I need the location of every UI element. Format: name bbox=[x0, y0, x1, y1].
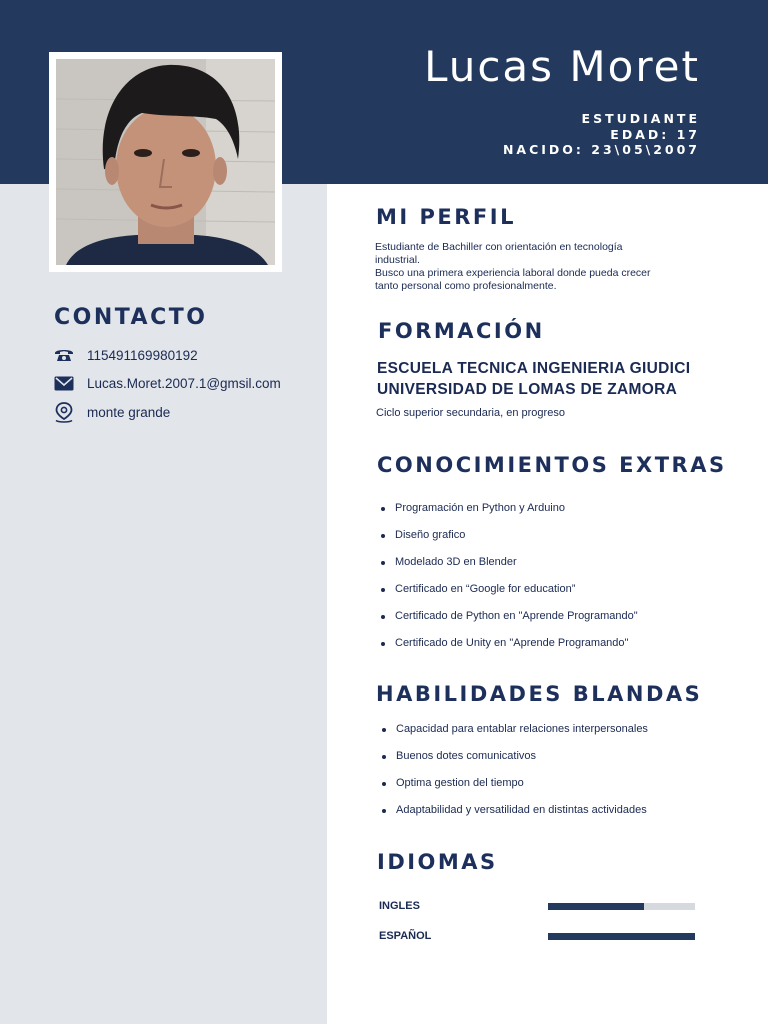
language-level-fill bbox=[548, 903, 644, 910]
language-level-bar bbox=[548, 933, 695, 940]
profile-line: tanto personal como profesionalmente. bbox=[375, 280, 557, 292]
list-item: Optima gestion del tiempo bbox=[396, 777, 648, 804]
extra-knowledge-list bbox=[395, 502, 638, 664]
list-item: Capacidad para entablar relaciones interpersonales bbox=[396, 723, 648, 750]
portrait-image bbox=[56, 59, 275, 265]
education-status: Ciclo superior secundaria, en progreso bbox=[376, 407, 565, 419]
profile-heading: MI PERFIL bbox=[376, 205, 516, 229]
list-item: Diseño grafico bbox=[395, 529, 638, 556]
birthdate-text: NACIDO: 23\05\2007 bbox=[502, 142, 700, 157]
header-details bbox=[503, 111, 700, 158]
profile-description bbox=[375, 241, 695, 293]
person-name: Lucas Moret bbox=[424, 42, 700, 91]
language-row-espanol bbox=[379, 929, 699, 945]
contact-email bbox=[53, 370, 323, 399]
phone-icon bbox=[53, 345, 74, 366]
profile-line: industrial. bbox=[375, 254, 420, 266]
language-row-ingles bbox=[379, 899, 699, 915]
contact-phone bbox=[53, 341, 323, 370]
soft-skills-heading: HABILIDADES BLANDAS bbox=[376, 682, 703, 706]
soft-skills-list bbox=[396, 723, 648, 831]
language-level-bar bbox=[548, 903, 695, 910]
extra-knowledge-heading: CONOCIMIENTOS EXTRAS bbox=[377, 453, 727, 477]
list-item: Certificado de Python en "Aprende Programando" bbox=[395, 610, 638, 637]
contact-list bbox=[53, 341, 323, 427]
list-item: Adaptabilidad y versatilidad en distintas actividades bbox=[396, 804, 648, 831]
role-text: ESTUDIANTE bbox=[581, 111, 700, 126]
university-name: UNIVERSIDAD DE LOMAS DE ZAMORA bbox=[377, 381, 678, 398]
list-item: Modelado 3D en Blender bbox=[395, 556, 638, 583]
age-text: EDAD: 17 bbox=[610, 126, 700, 142]
profile-line: Busco una primera experiencia laboral donde pueda crecer bbox=[375, 267, 651, 279]
email-address: Lucas.Moret.2007.1@gmsil.com bbox=[87, 376, 281, 392]
profile-photo bbox=[49, 52, 282, 272]
languages-heading: IDIOMAS bbox=[377, 850, 498, 874]
language-level-fill bbox=[548, 933, 695, 940]
location-text: monte grande bbox=[87, 404, 171, 420]
list-item: Certificado de Unity en "Aprende Programando" bbox=[395, 637, 638, 664]
profile-line: Estudiante de Bachiller con orientación en tecnología bbox=[375, 241, 623, 253]
phone-number: 115491169980192 bbox=[87, 347, 198, 363]
contact-location bbox=[53, 398, 323, 427]
location-pin-icon bbox=[53, 402, 74, 423]
language-name: INGLES bbox=[379, 900, 420, 912]
education-heading: FORMACIÓN bbox=[378, 319, 545, 343]
list-item: Buenos dotes comunicativos bbox=[396, 750, 648, 777]
contact-heading: CONTACTO bbox=[54, 305, 208, 330]
mail-icon bbox=[53, 373, 74, 394]
list-item: Programación en Python y Arduino bbox=[395, 502, 638, 529]
language-name: ESPAÑOL bbox=[379, 930, 432, 942]
school-name: ESCUELA TECNICA INGENIERIA GIUDICI bbox=[377, 360, 691, 377]
school-names bbox=[377, 358, 690, 400]
list-item: Certificado en “Google for education” bbox=[395, 583, 638, 610]
